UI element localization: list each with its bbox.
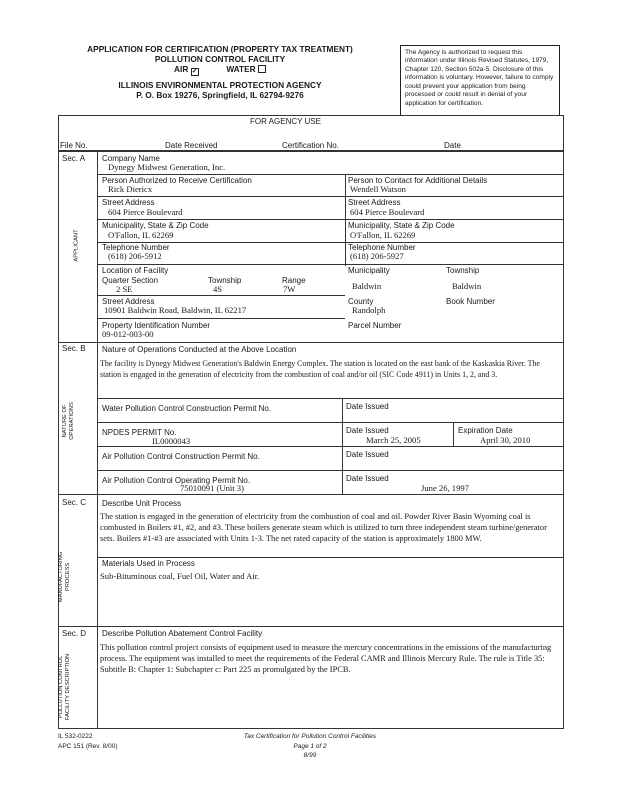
person-authorized-value: Rick Diericx [108, 184, 153, 194]
unit-process-label: Describe Unit Process [102, 499, 182, 508]
form-revision: APC 151 (Rev. 8/00) [58, 743, 118, 750]
street2-value: 604 Pierce Boulevard [350, 207, 425, 217]
agency-date-label: Date [444, 141, 461, 150]
footer-title: Tax Certification for Pollution Control Facilities [243, 733, 377, 740]
township-label: Township [208, 276, 242, 285]
range-label: Range [282, 276, 306, 285]
sec-a-side-label: APPLICANT [73, 229, 80, 262]
facility-street-label: Street Address [102, 297, 155, 306]
file-no-label: File No. [60, 141, 88, 150]
air-checkbox[interactable]: ✓ [191, 68, 198, 75]
air-operating-permit-value: 75010091 (Unit 3) [180, 483, 244, 493]
sec-b-c-divider [58, 494, 564, 495]
materials-label: Materials Used in Process [102, 559, 195, 568]
privacy-notice: The Agency is authorized to request this information under Illinois Revised Statutes, 1979, Chapter 120, Section 502a-5. Disclosure of this information is voluntary. However, failure to comply could prevent your application from being processed or could result in denial of your application for certification. [400, 45, 560, 116]
range-value: 7W [283, 284, 296, 294]
street2-label: Street Address [348, 198, 401, 207]
npdes-date-label: Date Issued [346, 426, 389, 435]
sec-a-tag: Sec. A [62, 154, 86, 163]
pollution-abatement-text: This pollution control project consists of equipment used to measure the mercury concentrations in the emissions of the manufacturing process. The equipment was installed to meet the requirements of the Federal CAMR and Illinois Mercury Rule. The rule is Title 35: Subtitle B: Chapter 1: Subchapter c: Part 225 as promulgated by the IPCB. [100, 643, 552, 675]
facility-township-label: Township [446, 266, 480, 275]
sec-b-side-line1: NATURE OF [62, 404, 69, 438]
person-authorized-label: Person Authorized to Receive Certification [102, 176, 252, 185]
sec-c-side-label [58, 532, 72, 622]
telephone2-value: (618) 206-5927 [350, 251, 404, 261]
nature-of-operations-text: The facility is Dynegy Midwest Generation's Baldwin Energy Complex. The station is located on the east bank of the Kaskaskia River. The station is engaged in the generation of electricity from the combustion of coal and/or oil (SIC Code 4911) in Units 1, 2, and 3. [100, 359, 540, 379]
materials-value: Sub-Bituminous coal, Fuel Oil, Water and Air. [100, 571, 260, 581]
air-operating-date-value: June 26, 1997 [421, 483, 469, 493]
county-label: County [348, 297, 374, 306]
water-permit-label: Water Pollution Control Construction Permit No. [102, 404, 272, 413]
facility-location-label: Location of Facility [102, 266, 169, 275]
municipality2-label: Municipality, State & Zip Code [348, 221, 455, 230]
contact-person-value: Wendell Watson [350, 184, 406, 194]
telephone-value: (618) 206-5912 [108, 251, 162, 261]
air-operating-permit-label: Air Pollution Control Operating Permit No. [102, 476, 251, 485]
municipality-label: Municipality, State & Zip Code [102, 221, 209, 230]
sec-c-d-divider [58, 626, 564, 627]
sec-a-b-divider [58, 342, 564, 343]
sec-c-tag: Sec. C [62, 498, 87, 507]
sec-b-side-line2: OPERATIONS [69, 402, 75, 440]
air-construction-date-label: Date Issued [346, 450, 389, 459]
form-subtitle: POLLUTION CONTROL FACILITY [154, 54, 286, 64]
sec-d-tag: Sec. D [62, 629, 87, 638]
county-value: Randolph [352, 305, 386, 315]
sec-d-side-line1: POLLUTION CONTROL [58, 655, 65, 719]
facility-street-value: 10901 Baldwin Road, Baldwin, IL 62217 [104, 305, 247, 315]
facility-municipality-label: Municipality [348, 266, 390, 275]
page-number: Page 1 of 2 [293, 743, 327, 750]
sec-b-side-label [62, 381, 76, 461]
date-received-label: Date Received [165, 141, 218, 150]
expiration-date-value: April 30, 2010 [480, 435, 531, 445]
expiration-date-label: Expiration Date [458, 426, 513, 435]
company-name-value: Dynegy Midwest Generation, Inc. [108, 162, 226, 172]
property-id-label: Property Identification Number [102, 321, 211, 330]
agency-name: ILLINOIS ENVIRONMENTAL PROTECTION AGENCY [118, 80, 322, 90]
sec-d-side-line2: FACILITY DESCRIPTION [65, 653, 71, 721]
npdes-date-value: March 25, 2005 [366, 435, 421, 445]
air-construction-permit-label: Air Pollution Control Construction Permit No. [102, 452, 260, 461]
footer-date: 8/99 [303, 752, 317, 759]
unit-process-text: The station is engaged in the generation of electricity from the combustion of coal and oil. Powder River Basin Wyoming coal is combusted in Boilers #1, #2, and #3. These boilers generate steam which is utilized to turn three independent steam turbine/generator sets. Boilers #1-#3 are associated with Units 1-3. The net rated capacity of the station is approximately 1800 MW. [100, 512, 547, 544]
telephone-label: Telephone Number [102, 243, 170, 252]
street-value: 604 Pierce Boulevard [108, 207, 183, 217]
air-operating-date-label: Date Issued [346, 474, 389, 483]
npdes-permit-label: NPDES PERMIT No. [102, 428, 177, 437]
nature-of-operations-label: Nature of Operations Conducted at the Above Location [102, 345, 297, 354]
sec-b-tag: Sec. B [62, 344, 86, 353]
telephone2-label: Telephone Number [348, 243, 416, 252]
contact-person-label: Person to Contact for Additional Details [348, 176, 488, 185]
sec-c-side-line1: MANUFACTURING [58, 551, 65, 603]
agency-use-title: FOR AGENCY USE [250, 117, 321, 126]
npdes-permit-value: IL0000043 [152, 436, 191, 446]
air-water-selection [70, 65, 370, 76]
parcel-number-label: Parcel Number [348, 321, 402, 330]
municipality-value: O'Fallon, IL 62269 [108, 230, 174, 240]
quarter-section-value: 2 SE [116, 284, 133, 294]
air-label: AIR [174, 64, 189, 74]
water-permit-date-label: Date Issued [346, 402, 389, 411]
water-label: WATER [226, 64, 256, 74]
facility-municipality-value: Baldwin [352, 281, 382, 291]
facility-township-value: Baldwin [452, 281, 482, 291]
sec-c-side-line2: PROCESS [65, 562, 71, 592]
form-id: IL 532-0222 [58, 733, 93, 740]
pollution-abatement-label: Describe Pollution Abatement Control Facility [102, 629, 263, 638]
certification-no-label: Certification No. [282, 141, 339, 150]
agency-address: P. O. Box 19276, Springfield, IL 62794-9276 [136, 90, 304, 100]
section-tag-divider [97, 151, 98, 729]
form-title: APPLICATION FOR CERTIFICATION (PROPERTY TAX TREATMENT) [87, 44, 353, 54]
property-id-value: 09-012-003-00 [102, 329, 154, 339]
street-label: Street Address [102, 198, 155, 207]
sec-d-side-label [58, 642, 72, 732]
township-value: 4S [213, 284, 223, 294]
municipality2-value: O'Fallon, IL 62269 [350, 230, 416, 240]
book-number-label: Book Number [446, 297, 495, 306]
water-checkbox[interactable] [258, 65, 266, 73]
quarter-section-label: Quarter Section [102, 276, 159, 285]
company-name-label: Company Name [102, 154, 160, 163]
